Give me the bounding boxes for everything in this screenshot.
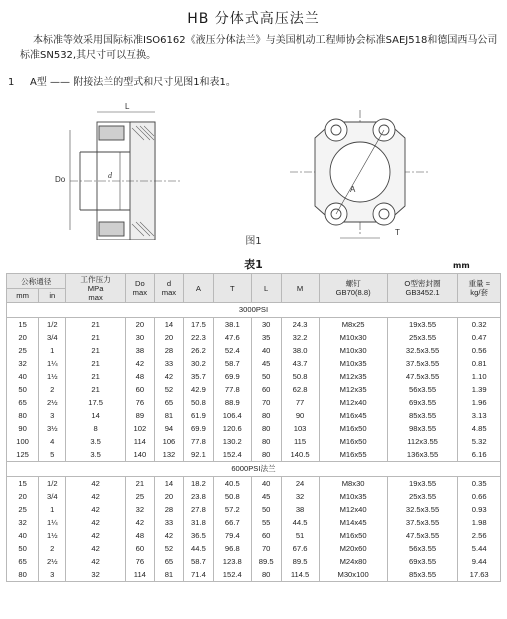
table-cell: 98x3.55: [387, 422, 458, 435]
table-row: [7, 542, 501, 555]
table-cell: M12x35: [319, 370, 387, 383]
header-oring: [387, 274, 458, 303]
table-cell: M24x80: [319, 555, 387, 568]
table-cell: 25: [125, 490, 154, 503]
table-cell: 114.5: [281, 568, 319, 582]
table-cell: M16x50: [319, 422, 387, 435]
table-cell: 114: [125, 435, 154, 448]
table-cell: M16x45: [319, 409, 387, 422]
table-cell: 65: [154, 555, 183, 568]
table-cell: M8x25: [319, 318, 387, 332]
table-cell: 14: [154, 318, 183, 332]
table-cell: 65: [154, 396, 183, 409]
table-cell: 112x3.55: [387, 435, 458, 448]
table-cell: 120.6: [213, 422, 251, 435]
table-cell: 24: [281, 477, 319, 491]
table-row: [7, 503, 501, 516]
table-cell: 92.1: [183, 448, 213, 462]
table-cell: 32: [7, 516, 39, 529]
table-cell: 50.8: [183, 396, 213, 409]
table-cell: 65: [7, 555, 39, 568]
table-cell: 2: [39, 542, 66, 555]
table-cell: 48: [125, 529, 154, 542]
header-do: [125, 274, 154, 303]
table-cell: 132: [154, 448, 183, 462]
table-cell: 0.47: [458, 331, 501, 344]
header-d-label: d: [166, 279, 172, 288]
table-row: [7, 568, 501, 582]
header-do-max: max: [132, 288, 148, 297]
dim-label-d: d: [108, 171, 112, 180]
table-cell: 80: [251, 435, 281, 448]
table-cell: 65: [7, 396, 39, 409]
table-cell: 50: [251, 370, 281, 383]
table-row: [7, 516, 501, 529]
table-row: [7, 448, 501, 462]
table-cell: 8: [66, 422, 125, 435]
table-cell: 30: [125, 331, 154, 344]
table-cell: 15: [7, 477, 39, 491]
table-cell: 40: [7, 370, 39, 383]
table-cell: 17.5: [66, 396, 125, 409]
header-weight: [458, 274, 501, 303]
table-cell: 136x3.55: [387, 448, 458, 462]
table-section-row: [7, 303, 501, 318]
table-cell: 1¼: [39, 357, 66, 370]
table-cell: 2½: [39, 396, 66, 409]
dim-label-do: Do: [55, 175, 66, 184]
page-title: HB 分体式高压法兰: [187, 11, 320, 27]
table-cell: 31.8: [183, 516, 213, 529]
table-cell: 140.5: [281, 448, 319, 462]
table-cell: 52: [154, 542, 183, 555]
table-cell: 3: [39, 409, 66, 422]
table-cell: 36.5: [183, 529, 213, 542]
table-cell: M10x30: [319, 331, 387, 344]
table-cell: 90: [7, 422, 39, 435]
table-cell: 103: [281, 422, 319, 435]
table-cell: 1/2: [39, 318, 66, 332]
table-cell: 50: [7, 383, 39, 396]
table-cell: M12x40: [319, 396, 387, 409]
table-cell: 76: [125, 555, 154, 568]
table-cell: 55: [251, 516, 281, 529]
table-cell: 58.7: [183, 555, 213, 568]
table-cell: 77: [281, 396, 319, 409]
table-cell: 44.5: [183, 542, 213, 555]
table-cell: 21: [66, 344, 125, 357]
table-cell: 47.6: [213, 331, 251, 344]
table-cell: 70: [251, 396, 281, 409]
table-cell: 2½: [39, 555, 66, 568]
dim-label-t: T: [395, 228, 400, 237]
table-row: [7, 490, 501, 503]
table-cell: 90: [281, 409, 319, 422]
table-cell: 21: [66, 370, 125, 383]
table-cell: 60: [251, 529, 281, 542]
table-cell: 26.2: [183, 344, 213, 357]
table-cell: 42: [125, 357, 154, 370]
table-row: [7, 370, 501, 383]
table-cell: 32: [281, 490, 319, 503]
table-cell: 0.35: [458, 477, 501, 491]
header-pressure-unit: MPa: [87, 283, 104, 293]
table-cell: 38.0: [281, 344, 319, 357]
header-bolt-label: 螺钉: [345, 279, 361, 288]
table-cell: 81: [154, 568, 183, 582]
table-cell: 40: [7, 529, 39, 542]
table-row: [7, 477, 501, 491]
table-cell: 40: [251, 477, 281, 491]
table-cell: 42: [154, 370, 183, 383]
table-cell: 19x3.55: [387, 477, 458, 491]
header-nominal-size: 公称通径: [7, 274, 66, 289]
table-cell: 42: [66, 477, 125, 491]
table-cell: 20: [7, 331, 39, 344]
table-cell: 25: [7, 503, 39, 516]
table-cell: 71.4: [183, 568, 213, 582]
table-cell: 20: [7, 490, 39, 503]
table-cell: 42: [154, 529, 183, 542]
table-cell: 30.2: [183, 357, 213, 370]
table-cell: 69.9: [183, 422, 213, 435]
table-cell: 24.3: [281, 318, 319, 332]
table-cell: 0.93: [458, 503, 501, 516]
table-cell: 35.7: [183, 370, 213, 383]
table-cell: 51: [281, 529, 319, 542]
header-oring-std: GB3452.1: [405, 288, 440, 297]
table-cell: 25x3.55: [387, 490, 458, 503]
table-cell: 123.8: [213, 555, 251, 568]
table-cell: 20: [154, 490, 183, 503]
table-cell: 1½: [39, 370, 66, 383]
table-cell: 77.8: [183, 435, 213, 448]
header-bolt: [319, 274, 387, 303]
table-cell: 40.5: [213, 477, 251, 491]
table-cell: 43.7: [281, 357, 319, 370]
table-cell: 89.5: [251, 555, 281, 568]
table-cell: 44.5: [281, 516, 319, 529]
table-cell: 1.96: [458, 396, 501, 409]
table-cell: 50: [251, 503, 281, 516]
table-cell: 81: [154, 409, 183, 422]
table-cell: 58.7: [213, 357, 251, 370]
table-cell: 0.81: [458, 357, 501, 370]
table-cell: 33: [154, 516, 183, 529]
table-cell: 1: [39, 503, 66, 516]
section-text: A型 —— 附接法兰的型式和尺寸见图1和表1。: [30, 77, 236, 88]
table-cell: 37.5x3.55: [387, 357, 458, 370]
table-cell: 50.8: [281, 370, 319, 383]
header-a: A: [183, 274, 213, 303]
table-cell: 35: [251, 331, 281, 344]
table-cell: 85x3.55: [387, 568, 458, 582]
flange-drawing: [0, 100, 507, 240]
header-d-max: max: [161, 288, 177, 297]
table-cell: 80: [251, 409, 281, 422]
table-cell: M30x100: [319, 568, 387, 582]
table-cell: 96.8: [213, 542, 251, 555]
table-cell: 42: [66, 503, 125, 516]
table-cell: 25x3.55: [387, 331, 458, 344]
table-cell: 28: [154, 503, 183, 516]
header-bolt-std: GB70(8.8): [335, 288, 371, 297]
table-cell: 114: [125, 568, 154, 582]
table-cell: 4.85: [458, 422, 501, 435]
table-cell: 38: [281, 503, 319, 516]
table-cell: 52: [154, 383, 183, 396]
table-cell: 60: [125, 383, 154, 396]
table-cell: 0.66: [458, 490, 501, 503]
table-cell: 52.4: [213, 344, 251, 357]
figure-caption: 图1: [245, 236, 262, 247]
table-cell: 89: [125, 409, 154, 422]
intro-paragraph: 本标准等效采用国际标准ISO6162《液压分体法兰》与美国机动工程师协会标准SAEJ518和德国西马公司标准SN532,其尺寸可以互换。: [20, 35, 498, 61]
table-cell: 5.44: [458, 542, 501, 555]
table-cell: 1: [39, 344, 66, 357]
dim-label-a: A: [350, 185, 356, 194]
table-cell: 42: [66, 529, 125, 542]
table-cell: 14: [154, 477, 183, 491]
table-cell: M10x35: [319, 490, 387, 503]
table-cell: 48: [125, 370, 154, 383]
table-cell: M12x35: [319, 383, 387, 396]
section-heading: [8, 73, 236, 88]
table-cell: 45: [251, 490, 281, 503]
table-cell: 22.3: [183, 331, 213, 344]
table-cell: 3.5: [66, 448, 125, 462]
table-cell: 106: [154, 435, 183, 448]
table-cell: 3: [39, 568, 66, 582]
table-cell: 32.5x3.55: [387, 503, 458, 516]
table-cell: 3½: [39, 422, 66, 435]
table-cell: 20: [154, 331, 183, 344]
table-cell: 32.5x3.55: [387, 344, 458, 357]
table-cell: 80: [251, 568, 281, 582]
table-cell: 47.5x3.55: [387, 529, 458, 542]
table-row: [7, 318, 501, 332]
table-cell: 130.2: [213, 435, 251, 448]
table-cell: M20x60: [319, 542, 387, 555]
table-cell: 21: [66, 331, 125, 344]
table-cell: 60: [251, 383, 281, 396]
table-cell: 115: [281, 435, 319, 448]
header-m: M: [281, 274, 319, 303]
table-cell: 125: [7, 448, 39, 462]
table-cell: 45: [251, 357, 281, 370]
table-cell: 80: [7, 568, 39, 582]
flange-side-view: [70, 112, 180, 240]
table-cell: 32: [125, 503, 154, 516]
table-cell: 62.8: [281, 383, 319, 396]
header-do-label: Do: [134, 279, 145, 288]
table-cell: 50.8: [213, 490, 251, 503]
table-cell: 33: [154, 357, 183, 370]
table-row: [7, 331, 501, 344]
table-cell: 21: [66, 357, 125, 370]
table-cell: 100: [7, 435, 39, 448]
table-body: [7, 303, 501, 582]
table-cell: 3/4: [39, 490, 66, 503]
table-cell: 5: [39, 448, 66, 462]
table-cell: 38: [125, 344, 154, 357]
header-pressure-max: max: [88, 292, 103, 302]
table-row: [7, 396, 501, 409]
table-cell: 32: [7, 357, 39, 370]
header-pressure: [66, 274, 125, 303]
header-l: L: [251, 274, 281, 303]
table-cell: 1.98: [458, 516, 501, 529]
table-cell: 32: [66, 568, 125, 582]
table-cell: 23.8: [183, 490, 213, 503]
table-cell: 69x3.55: [387, 396, 458, 409]
table-cell: 2.56: [458, 529, 501, 542]
flange-spec-table: [6, 273, 501, 582]
table-cell: M16x50: [319, 529, 387, 542]
table-cell: 19x3.55: [387, 318, 458, 332]
table-cell: 88.9: [213, 396, 251, 409]
table-cell: 56x3.55: [387, 383, 458, 396]
table-cell: 25: [7, 344, 39, 357]
header-d: [154, 274, 183, 303]
table-cell: 80: [251, 448, 281, 462]
header-weight-label: 重量 ≈: [468, 279, 490, 288]
table-cell: 69x3.55: [387, 555, 458, 568]
table-cell: 17.63: [458, 568, 501, 582]
table-cell: 47.5x3.55: [387, 370, 458, 383]
header-mm: mm: [7, 289, 39, 303]
table-row: [7, 435, 501, 448]
table-cell: 15: [7, 318, 39, 332]
table-cell: 32.2: [281, 331, 319, 344]
table-cell: 2: [39, 383, 66, 396]
table-cell: 76: [125, 396, 154, 409]
table-cell: 50: [7, 542, 39, 555]
section-number: 1: [8, 77, 15, 88]
table-cell: 37.5x3.55: [387, 516, 458, 529]
table-row: [7, 422, 501, 435]
table-cell: 4: [39, 435, 66, 448]
table-cell: 42: [125, 516, 154, 529]
table-cell: M14x45: [319, 516, 387, 529]
table-cell: M12x40: [319, 503, 387, 516]
table-cell: 28: [154, 344, 183, 357]
table-cell: 79.4: [213, 529, 251, 542]
header-oring-label: O型密封圈: [404, 279, 441, 288]
table-cell: 56x3.55: [387, 542, 458, 555]
table-cell: 1/2: [39, 477, 66, 491]
header-weight-unit: kg/套: [470, 288, 489, 297]
table-cell: 152.4: [213, 448, 251, 462]
table-cell: 80: [251, 422, 281, 435]
table-cell: 77.8: [213, 383, 251, 396]
table-row: [7, 383, 501, 396]
table-cell: 106.4: [213, 409, 251, 422]
table-cell: 17.5: [183, 318, 213, 332]
table-cell: 6.16: [458, 448, 501, 462]
unit-label: mm: [453, 261, 470, 270]
table-cell: 20: [125, 318, 154, 332]
table-cell: 42.9: [183, 383, 213, 396]
table-cell: 140: [125, 448, 154, 462]
table-row: [7, 529, 501, 542]
flange-front-view: [290, 110, 430, 238]
table-cell: M16x50: [319, 435, 387, 448]
table-cell: 42: [66, 516, 125, 529]
table-cell: 152.4: [213, 568, 251, 582]
table-cell: 3.13: [458, 409, 501, 422]
section-label: 6000PSI法兰: [7, 462, 501, 477]
table-cell: 42: [66, 542, 125, 555]
table-title: 表1: [244, 258, 263, 271]
table-cell: 18.2: [183, 477, 213, 491]
table-cell: 21: [66, 318, 125, 332]
header-pressure-label: 工作压力: [80, 274, 111, 284]
table-cell: 70: [251, 542, 281, 555]
table-cell: M10x30: [319, 344, 387, 357]
table-cell: 1.10: [458, 370, 501, 383]
table-cell: 42: [66, 555, 125, 568]
table-cell: 66.7: [213, 516, 251, 529]
table-cell: 1½: [39, 529, 66, 542]
table-cell: 80: [7, 409, 39, 422]
table-cell: 94: [154, 422, 183, 435]
table-cell: 60: [125, 542, 154, 555]
table-cell: 14: [66, 409, 125, 422]
table-cell: 30: [251, 318, 281, 332]
table-cell: 0.32: [458, 318, 501, 332]
table-row: [7, 555, 501, 568]
table-cell: 21: [66, 383, 125, 396]
table-cell: 1¼: [39, 516, 66, 529]
table-cell: 21: [125, 477, 154, 491]
table-cell: 38.1: [213, 318, 251, 332]
table-cell: 5.32: [458, 435, 501, 448]
table-cell: 3/4: [39, 331, 66, 344]
header-in: in: [39, 289, 66, 303]
table-cell: M16x55: [319, 448, 387, 462]
table-cell: M8x30: [319, 477, 387, 491]
table-cell: 40: [251, 344, 281, 357]
table-cell: 9.44: [458, 555, 501, 568]
table-header: [7, 274, 501, 303]
table-cell: 67.6: [281, 542, 319, 555]
table-cell: 69.9: [213, 370, 251, 383]
table-cell: 57.2: [213, 503, 251, 516]
table-row: [7, 409, 501, 422]
dim-label-l: L: [125, 102, 130, 111]
table-cell: 1.39: [458, 383, 501, 396]
header-t: T: [213, 274, 251, 303]
table-cell: 3.5: [66, 435, 125, 448]
table-row: [7, 357, 501, 370]
table-cell: 61.9: [183, 409, 213, 422]
table-cell: 102: [125, 422, 154, 435]
section-label: 3000PSI: [7, 303, 501, 318]
table-cell: 42: [66, 490, 125, 503]
table-section-row: [7, 462, 501, 477]
table-cell: 27.8: [183, 503, 213, 516]
table-cell: 0.56: [458, 344, 501, 357]
table-cell: 85x3.55: [387, 409, 458, 422]
table-cell: M10x35: [319, 357, 387, 370]
table-row: [7, 344, 501, 357]
table-cell: 89.5: [281, 555, 319, 568]
